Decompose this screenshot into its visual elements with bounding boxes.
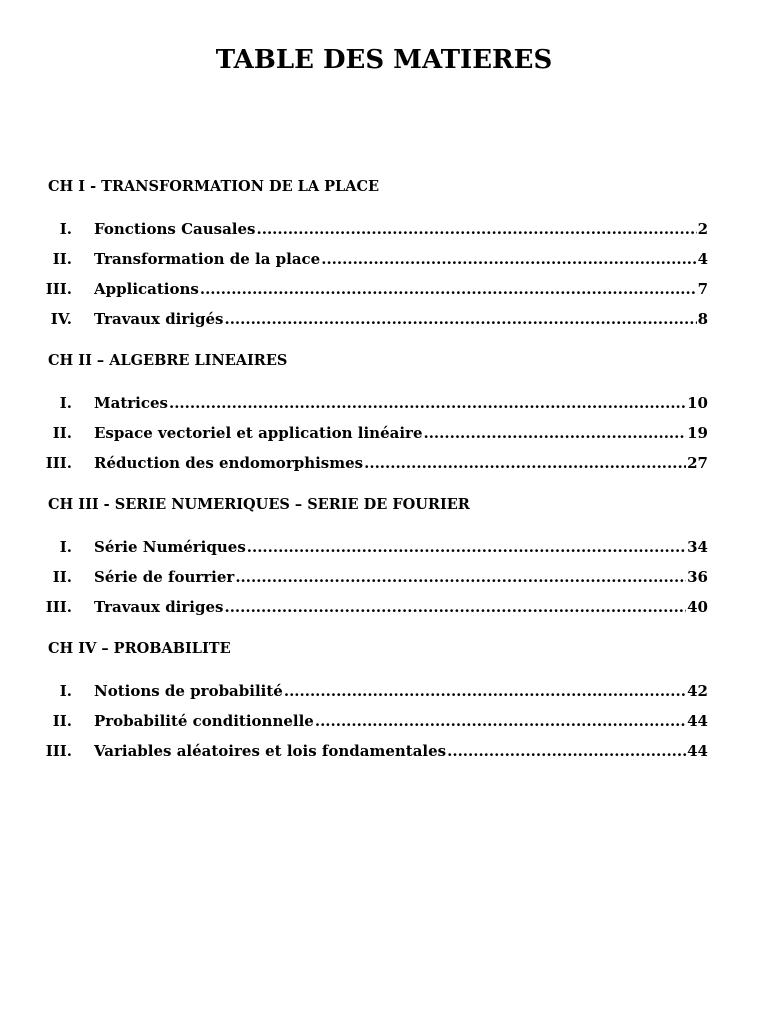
toc-entry[interactable] bbox=[0, 710, 708, 732]
entry-number: II. bbox=[52, 424, 72, 442]
entry-title: Série Numériques bbox=[94, 538, 246, 556]
dot-leader bbox=[169, 392, 686, 414]
entry-page-number: 10 bbox=[687, 394, 708, 412]
entry-title: Matrices bbox=[94, 394, 168, 412]
chapter-heading: CH III - SERIE NUMERIQUES – SERIE DE FOURIER bbox=[48, 496, 470, 513]
entry-title: Série de fourrier bbox=[94, 568, 235, 586]
dot-leader bbox=[235, 566, 686, 588]
chapter-heading: CH II – ALGEBRE LINEAIRES bbox=[48, 352, 288, 369]
toc-entry[interactable] bbox=[0, 680, 708, 702]
entry-page-number: 44 bbox=[687, 712, 708, 730]
entry-title: Travaux diriges bbox=[94, 598, 224, 616]
toc-entry[interactable] bbox=[0, 308, 708, 330]
entry-number: III. bbox=[45, 742, 72, 760]
entry-page-number: 36 bbox=[687, 568, 708, 586]
dot-leader bbox=[284, 680, 686, 702]
dot-leader bbox=[447, 740, 686, 762]
dot-leader bbox=[200, 278, 697, 300]
dot-leader bbox=[247, 536, 686, 558]
entry-number: II. bbox=[52, 568, 72, 586]
entry-title: Fonctions Causales bbox=[94, 220, 256, 238]
dot-leader bbox=[423, 422, 686, 444]
dot-leader bbox=[315, 710, 686, 732]
toc-entry[interactable] bbox=[0, 566, 708, 588]
toc-entry[interactable] bbox=[0, 596, 708, 618]
entry-page-number: 7 bbox=[697, 280, 708, 298]
entry-page-number: 44 bbox=[687, 742, 708, 760]
entry-number: III. bbox=[45, 280, 72, 298]
entry-page-number: 42 bbox=[687, 682, 708, 700]
toc-entry[interactable] bbox=[0, 422, 708, 444]
toc-entry[interactable] bbox=[0, 392, 708, 414]
entry-page-number: 27 bbox=[687, 454, 708, 472]
entry-page-number: 40 bbox=[687, 598, 708, 616]
entry-number: III. bbox=[45, 598, 72, 616]
entry-title: Variables aléatoires et lois fondamentales bbox=[94, 742, 447, 760]
dot-leader bbox=[364, 452, 686, 474]
entry-title: Espace vectoriel et application linéaire bbox=[94, 424, 423, 442]
toc-entry[interactable] bbox=[0, 740, 708, 762]
entry-number: I. bbox=[59, 220, 72, 238]
toc-entry[interactable] bbox=[0, 452, 708, 474]
entry-title: Transformation de la place bbox=[94, 250, 321, 268]
entry-title: Probabilité conditionnelle bbox=[94, 712, 314, 730]
entry-page-number: 2 bbox=[697, 220, 708, 238]
dot-leader bbox=[224, 308, 696, 330]
entry-number: II. bbox=[52, 250, 72, 268]
entry-title: Applications bbox=[94, 280, 199, 298]
dot-leader bbox=[224, 596, 686, 618]
chapter-heading: CH I - TRANSFORMATION DE LA PLACE bbox=[48, 178, 380, 195]
entry-number: I. bbox=[59, 682, 72, 700]
entry-page-number: 19 bbox=[687, 424, 708, 442]
dot-leader bbox=[321, 248, 696, 270]
toc-entry[interactable] bbox=[0, 218, 708, 240]
entry-number: I. bbox=[59, 538, 72, 556]
entry-page-number: 4 bbox=[697, 250, 708, 268]
entry-number: III. bbox=[45, 454, 72, 472]
entry-page-number: 34 bbox=[687, 538, 708, 556]
entry-number: I. bbox=[59, 394, 72, 412]
entry-title: Travaux dirigés bbox=[94, 310, 224, 328]
page-title: TABLE DES MATIERES bbox=[215, 45, 553, 75]
entry-number: IV. bbox=[50, 310, 72, 328]
chapter-heading: CH IV – PROBABILITE bbox=[48, 640, 231, 657]
entry-number: II. bbox=[52, 712, 72, 730]
dot-leader bbox=[257, 218, 697, 240]
toc-entry[interactable] bbox=[0, 278, 708, 300]
toc-entry[interactable] bbox=[0, 536, 708, 558]
entry-title: Réduction des endomorphismes bbox=[94, 454, 364, 472]
toc-entry[interactable] bbox=[0, 248, 708, 270]
entry-page-number: 8 bbox=[697, 310, 708, 328]
entry-title: Notions de probabilité bbox=[94, 682, 283, 700]
